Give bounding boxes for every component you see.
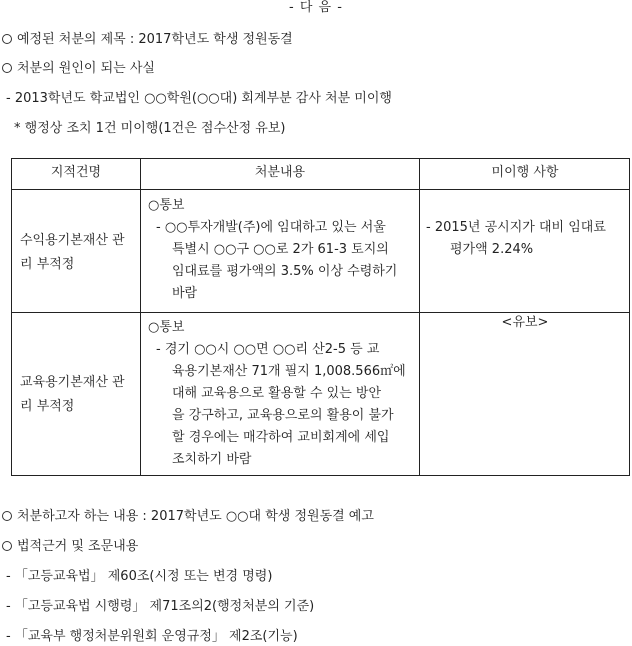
cell-line: 교육용기본재산 관 [20,375,125,390]
circle-bullet-icon [2,34,12,44]
table-header-cell: 처분내용 [254,165,306,180]
document-heading: - 다 음 - [289,0,343,15]
cell-line: ○통보 [148,198,185,213]
cell-line: - ○○투자개발(주)에 임대하고 있는 서울 [156,220,386,235]
table-divider [140,159,141,475]
cell-line: - 경기 ○○시 ○○면 ○○리 산2-5 등 교 [156,342,380,357]
item-cause [2,61,155,77]
item-legal-basis [2,539,138,555]
item-planned-action [2,509,374,525]
cell-line: 임대료를 평가액의 3.5% 이상 수령하기 [172,264,398,279]
table-cell-action [148,317,406,471]
item-legal-basis-text: 법적근거 및 조문내용 [17,539,139,554]
table-cell-name [20,229,125,277]
table-cell-name [20,371,125,419]
table-header-cell: 미이행 사항 [491,165,559,180]
law-item: - 「고등교육법 시행령」 제71조의2(행정처분의 기준) [6,599,315,614]
cell-line: 바람 [172,286,198,301]
law-item: - 「교육부 행정처분위원회 운영규정」 제2조(기능) [6,629,298,644]
cell-line: <유보> [501,315,549,330]
cell-line: 수익용기본재산 관 [20,233,125,248]
item-title [2,32,293,48]
cell-line: ○통보 [148,320,185,335]
table-cell-unmet [426,217,606,261]
cause-note: * 행정상 조치 1건 미이행(1건은 점수산정 유보) [14,121,286,136]
law-item: - 「고등교육법」 제60조(시정 또는 변경 명령) [6,569,273,584]
item-planned-action-text: 처분하고자 하는 내용 : 2017학년도 ○○대 학생 정원동결 예고 [17,509,374,524]
circle-bullet-icon [2,541,12,551]
disposition-table [11,158,630,476]
cell-line: 을 강구하고, 교육용으로의 활용이 불가 [172,408,394,423]
cell-line: 특별시 ○○구 ○○로 2가 61-3 토지의 [172,242,389,257]
cell-line: 리 부적정 [20,399,75,414]
cell-line: 조치하기 바람 [172,452,252,467]
item-cause-text: 처분의 원인이 되는 사실 [17,61,155,76]
cause-detail: - 2013학년도 학교법인 ○○학원(○○대) 회계부분 감사 처분 미이행 [6,91,392,106]
cell-line: 할 경우에는 매각하여 교비회계에 세입 [172,430,390,445]
cell-line: - 2015년 공시지가 대비 임대료 [426,220,606,235]
item-title-text: 예정된 처분의 제목 : 2017학년도 학생 정원동결 [17,32,293,47]
circle-bullet-icon [2,63,12,73]
cell-line: 대해 교육용으로 활용할 수 있는 방안 [172,386,382,401]
table-cell-action [148,195,397,305]
cell-line: 육용기본재산 71개 필지 1,008.566㎡에 [172,364,406,379]
table-divider [12,189,629,190]
cell-line: 리 부적정 [20,257,75,272]
circle-bullet-icon [2,511,12,521]
table-cell-unmet [420,311,630,335]
table-header-cell: 지적건명 [50,165,102,180]
cell-line: 평가액 2.24% [450,242,534,257]
